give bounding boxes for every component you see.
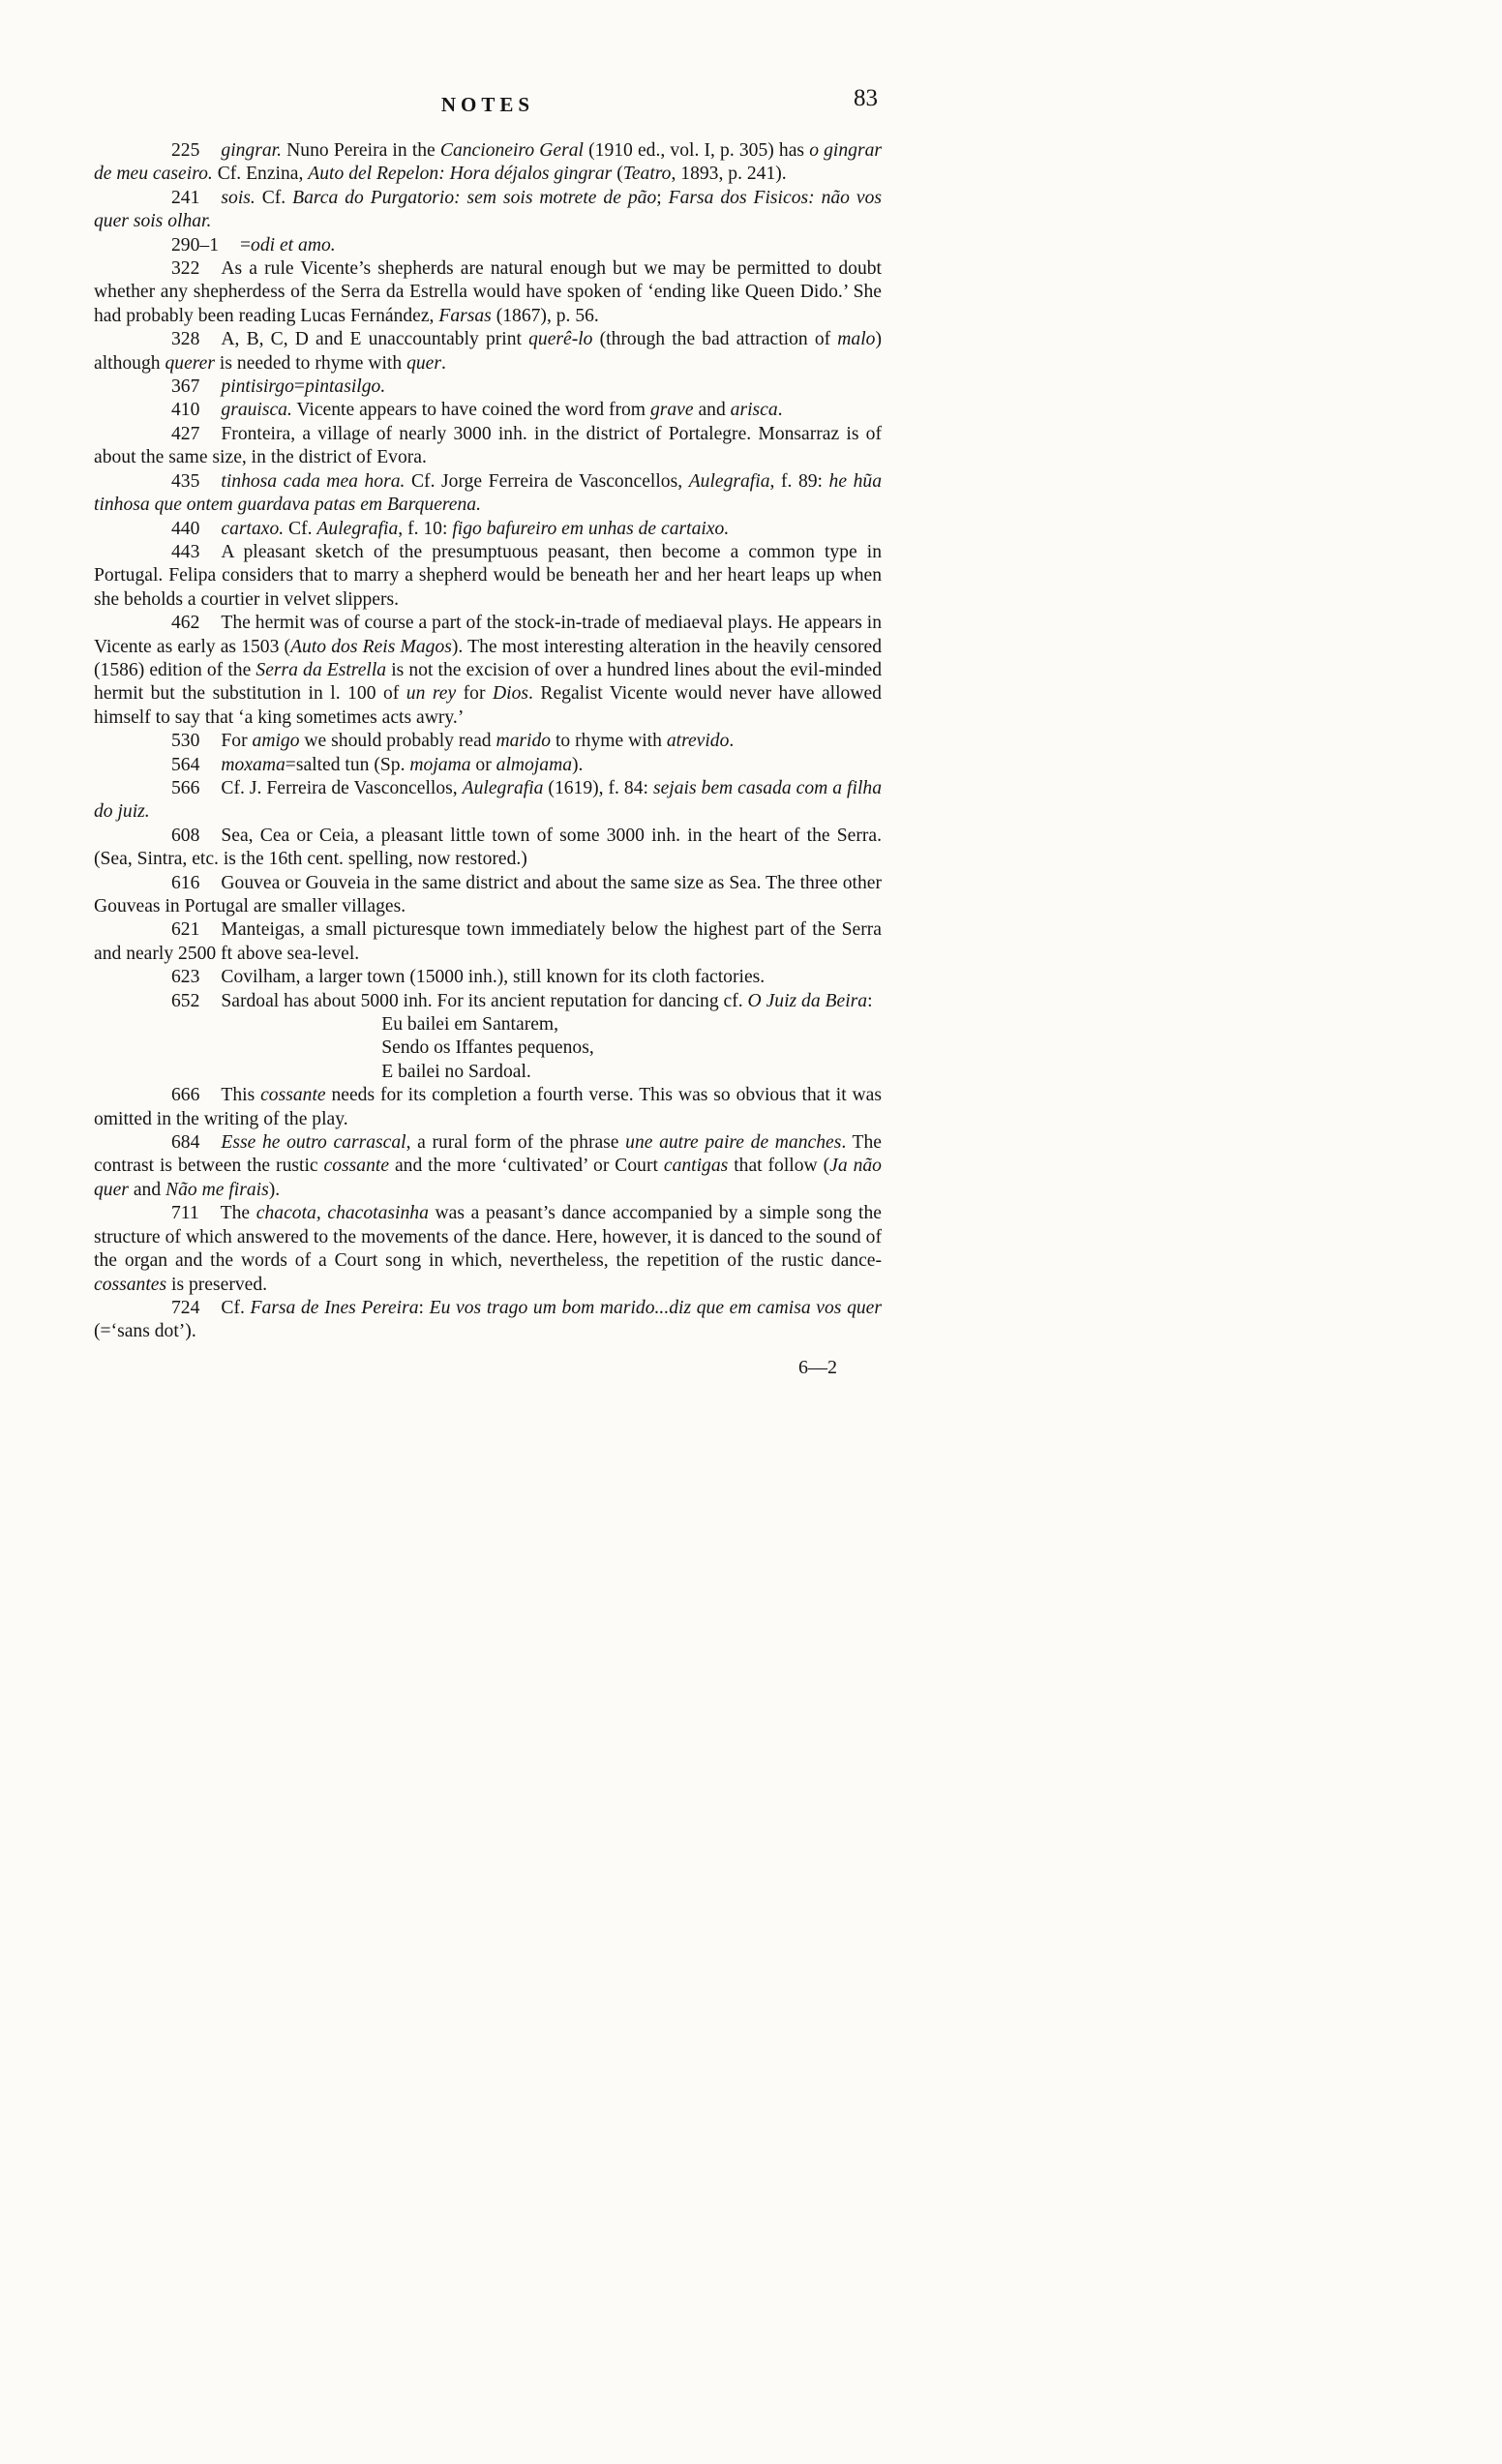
note-text-run: Ja não quer	[94, 1156, 882, 1200]
note-paragraph	[94, 328, 882, 376]
note-number: 564	[171, 754, 200, 775]
verse-line: Eu bailei em Santarem,	[381, 1014, 559, 1036]
note-text-run: quer	[406, 352, 441, 374]
note-text-run: (through the bad attraction of	[592, 329, 838, 350]
note-paragraph	[94, 918, 882, 966]
note-paragraph	[94, 376, 882, 399]
note-text-run: Nuno Pereira in the	[282, 140, 440, 161]
note-text-run: Aulegrafia	[462, 777, 544, 798]
note-text-run: cossantes	[94, 1274, 167, 1295]
note-text-run: and the more ‘cultivated’ or Court	[389, 1156, 664, 1177]
note-text-run: Serra da Estrella	[255, 659, 387, 680]
note-number: 225	[171, 140, 200, 161]
note-text-run: Fronteira, a village of nearly 3000 inh. in the district of Portalegre. Monsarraz is of about the same size, in the district of Evora.	[94, 423, 882, 468]
note-text-run: , f. 10:	[398, 518, 453, 539]
note-text-run: .	[729, 731, 735, 752]
verse-line: Sendo os Iffantes pequenos,	[381, 1037, 594, 1059]
note-text-run: is preserved.	[166, 1274, 268, 1295]
note-number: 435	[171, 470, 200, 492]
note-text-run: Sea, Cea or Ceia, a pleasant little town of some 3000 inh. in the heart of the Serra. (Sea, Sintra, etc. is the 16th cent. spelling, now restored.)	[94, 825, 882, 870]
note-text-run: :	[867, 990, 873, 1011]
note-text-run: sois.	[221, 187, 255, 208]
note-number: 652	[171, 990, 200, 1011]
note-text-run: almojama	[496, 754, 573, 775]
note-text-run: we should probably read	[299, 731, 496, 752]
note-paragraph	[94, 257, 882, 328]
note-text-run: =	[293, 376, 305, 398]
note-number: 566	[171, 777, 200, 798]
note-paragraph	[94, 730, 882, 753]
note-text-run: Farsa de Ines Pereira	[250, 1297, 419, 1318]
note-paragraph	[94, 825, 882, 872]
note-text-run: was a peasant’s dance accompanied by a simple song the structure of which answered to the movements of the dance. Here, however, it is danced to the sound of the organ and the words of a Court song in which, nevertheless, the repetition of the rustic dance-	[94, 1203, 882, 1272]
note-text-run: A, B, C, D and E unaccountably print	[221, 329, 529, 350]
note-paragraph	[94, 1297, 882, 1344]
note-text-run: Teatro	[622, 164, 672, 185]
note-number: 440	[171, 518, 200, 539]
note-text-run: (1867), p. 56.	[491, 305, 599, 326]
note-text-run: The	[220, 1203, 256, 1224]
note-text-run: Cf. Enzina,	[212, 164, 309, 185]
note-text-run: Cf.	[255, 187, 293, 208]
note-text-run: =	[239, 234, 252, 255]
note-text-run: cantigas	[663, 1156, 729, 1177]
note-text-run: ). The most interesting alteration in the heavily censored (1586) edition of the	[94, 636, 882, 680]
note-text-run: Cancioneiro Geral	[439, 140, 584, 161]
note-text-run: Gouvea or Gouveia in the same district and about the same size as Sea. The three other Gouveas in Portugal are smaller villages.	[94, 872, 882, 916]
note-text-run: Aulegrafia	[316, 518, 399, 539]
note-paragraph	[94, 518, 882, 541]
note-paragraph	[94, 541, 882, 612]
note-text-run: amigo	[252, 731, 300, 752]
note-text-run: . The contrast is between the rustic	[94, 1132, 882, 1177]
note-text-run: For	[221, 731, 253, 752]
note-text-run: Vicente appears to have coined the word from	[291, 400, 650, 421]
note-number: 530	[171, 731, 200, 752]
note-number: 666	[171, 1085, 200, 1106]
page-header	[94, 87, 882, 128]
note-number: 616	[171, 872, 200, 893]
note-paragraph	[94, 234, 882, 257]
note-text-run: ) although	[94, 329, 882, 374]
note-text-run: Cf. Jorge Ferreira de Vasconcellos,	[405, 470, 689, 492]
note-number: 724	[171, 1297, 200, 1318]
note-number: 684	[171, 1132, 200, 1154]
note-paragraph	[94, 470, 882, 518]
note-text-run: Cf. J. Ferreira de Vasconcellos,	[221, 777, 463, 798]
note-paragraph	[94, 1131, 882, 1202]
note-paragraph	[94, 872, 882, 919]
note-paragraph	[94, 139, 882, 187]
note-paragraph	[94, 754, 882, 777]
note-text-run: ).	[572, 754, 584, 775]
note-number: 711	[171, 1203, 199, 1224]
note-text-run: This	[221, 1085, 261, 1106]
note-text-run: O Juiz da Beira	[747, 990, 868, 1011]
note-text-run: chacota, chacotasinha	[255, 1203, 429, 1224]
note-text-run: Covilham, a larger town (15000 inh.), still known for its cloth factories.	[221, 967, 766, 988]
note-text-run: figo bafureiro em unhas de cartaixo.	[452, 518, 730, 539]
note-number: 290–1	[171, 234, 219, 255]
note-text-run: o gingrar de meu caseiro.	[94, 140, 883, 185]
note-text-run: .	[440, 352, 446, 374]
note-paragraph	[94, 612, 882, 730]
note-paragraph	[94, 187, 882, 234]
note-text-run: Aulegrafia	[688, 470, 770, 492]
note-text-run: querer	[165, 352, 215, 374]
note-text-run: Eu vos trago um bom marido...diz que em camisa vos quer	[429, 1297, 882, 1318]
note-text-run: (=‘sans dot’).	[94, 1321, 196, 1342]
note-text-run: cossante	[260, 1085, 326, 1106]
note-text-run: needs for its completion a fourth verse. This was so obvious that it was omitted in the writing of the play.	[94, 1085, 882, 1129]
note-number: 623	[171, 967, 200, 988]
note-paragraph	[94, 423, 882, 470]
note-text-run: Dios	[493, 683, 529, 705]
note-number: 462	[171, 613, 200, 634]
note-text-run: Auto del Repelon: Hora déjalos gingrar	[308, 164, 613, 185]
note-text-run: and	[693, 400, 731, 421]
note-text-run: mojama	[409, 754, 471, 775]
note-text-run: grauisca.	[221, 400, 292, 421]
note-text-run: , f. 89:	[769, 470, 829, 492]
note-number: 241	[171, 187, 200, 208]
note-text-run: un rey	[406, 683, 457, 705]
note-number: 367	[171, 376, 200, 398]
note-number: 621	[171, 919, 200, 941]
note-text-run: cossante	[323, 1156, 390, 1177]
note-text-run: .	[777, 400, 783, 421]
note-text-run: , 1893, p. 241).	[671, 164, 787, 185]
note-text-run: une autre paire de manches	[625, 1132, 842, 1154]
note-text-run: Barca do Purgatorio: sem sois motrete de pão	[292, 187, 657, 208]
note-text-run: , a rural form of the phrase	[406, 1132, 626, 1154]
page-title: NOTES	[440, 93, 535, 116]
note-text-run: pintasilgo.	[304, 376, 386, 398]
note-text-run: for	[456, 683, 493, 705]
note-text-run: moxama	[221, 754, 285, 775]
note-text-run: pintisirgo	[221, 376, 294, 398]
verse-line: E bailei no Sardoal.	[381, 1061, 531, 1082]
note-text-run: grave	[649, 400, 694, 421]
note-text-run: or	[470, 754, 496, 775]
note-text-run: Esse he outro carrascal	[221, 1132, 406, 1154]
note-paragraph	[94, 966, 882, 989]
note-text-run: to rhyme with	[551, 731, 667, 752]
note-text-run: :	[418, 1297, 430, 1318]
note-text-run: Cf.	[221, 1297, 251, 1318]
note-paragraph	[94, 990, 882, 1013]
note-text-run: querê-lo	[528, 329, 593, 350]
note-paragraph	[94, 1084, 882, 1131]
note-text-run: ).	[268, 1179, 281, 1200]
note-number: 443	[171, 541, 200, 562]
note-text-run: A pleasant sketch of the presumptuous peasant, then become a common type in Portugal. Felipa considers that to marry a shepherd would be beneath her and her heart leaps up when she beholds a courtier in velvet slippers.	[94, 541, 882, 610]
note-text-run: sejais bem casada com a filha do juiz.	[94, 777, 882, 823]
note-text-run: Auto dos Reis Magos	[290, 636, 452, 657]
note-text-run: atrevido	[666, 731, 730, 752]
note-text-run: Manteigas, a small picturesque town immediately below the highest part of the Serra and nearly 2500 ft above sea-level.	[94, 919, 882, 964]
note-text-run: Sardoal has about 5000 inh. For its ancient reputation for dancing cf.	[221, 990, 748, 1011]
note-text-run: Farsa dos Fisicos: não vos quer sois olhar.	[94, 187, 883, 232]
page-number: 83	[854, 85, 878, 111]
note-text-run: (1619), f. 84:	[543, 777, 653, 798]
printer-signature: 6—2	[798, 1356, 837, 1378]
print-area	[94, 87, 882, 1379]
note-text-run: Farsas	[438, 305, 492, 326]
note-text-run: odi et amo.	[251, 234, 336, 255]
note-text-run: is needed to rhyme with	[214, 352, 407, 374]
note-paragraph	[94, 777, 882, 825]
verse-block	[381, 1013, 593, 1084]
note-text-run: cartaxo.	[221, 518, 285, 539]
note-number: 322	[171, 258, 200, 280]
note-number: 427	[171, 423, 200, 444]
note-text-run: . Regalist Vicente would never have allowed himself to say that ‘a king sometimes acts awry.’	[94, 683, 882, 728]
note-text-run: he hũa tinhosa que ontem guardava patas em Barquerena.	[94, 470, 882, 516]
note-text-run: that follow (	[728, 1156, 830, 1177]
notes-list	[94, 139, 882, 1344]
note-text-run: The hermit was of course a part of the stock-in-trade of mediaeval plays. He appears in Vicente as early as 1503 (	[94, 613, 882, 657]
note-text-run: tinhosa cada mea hora.	[221, 470, 406, 492]
note-text-run: arisca	[730, 400, 778, 421]
note-paragraph	[94, 399, 882, 422]
note-number: 410	[171, 400, 200, 421]
note-text-run: (	[612, 164, 623, 185]
note-text-run: is not the excision of over a hundred lines about the evil-minded hermit but the substitution in l. 100 of	[94, 659, 882, 705]
note-text-run: gingrar.	[221, 140, 282, 161]
note-number: 328	[171, 329, 200, 350]
note-text-run: As a rule Vicente’s shepherds are natural enough but we may be permitted to doubt whether any shepherdess of the Serra da Estrella would have spoken of ‘ending like Queen Dido.’ She had probably been reading Lucas Fernández,	[94, 258, 882, 326]
note-text-run: and	[128, 1179, 166, 1200]
note-text-run: Não me firais	[165, 1179, 269, 1200]
note-text-run: (1910 ed., vol. I, p. 305) has	[583, 140, 810, 161]
note-paragraph	[94, 1202, 882, 1297]
note-text-run: malo	[837, 329, 876, 350]
note-number: 608	[171, 825, 200, 846]
note-text-run: =salted tun (Sp.	[285, 754, 410, 775]
note-text-run: Cf.	[284, 518, 317, 539]
note-text-run: ;	[656, 187, 669, 208]
note-text-run: marido	[496, 731, 552, 752]
